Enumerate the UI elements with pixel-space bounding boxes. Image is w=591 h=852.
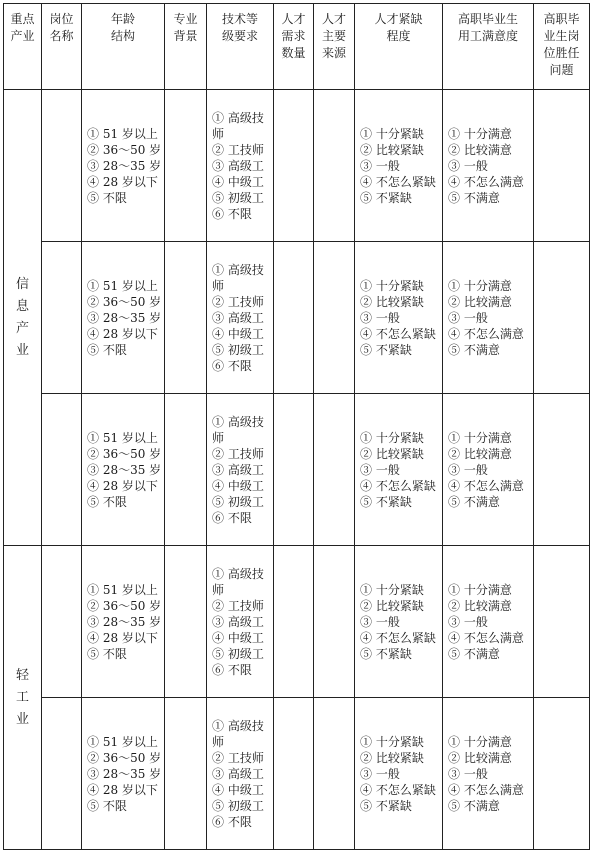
shortage-cell [355,242,443,394]
shortage-option: ① 十分紧缺 [360,126,424,141]
age-option: ② 36～50 岁 [87,446,162,461]
skill-option: ④ 中级工 [212,326,264,341]
age-option: ④ 28 岁以下 [87,326,158,341]
satisfaction-option: ② 比较满意 [448,446,512,461]
skill-cell [207,90,274,242]
competence-cell [534,698,590,850]
age-cell [82,242,165,394]
satisfaction-option: ⑤ 不满意 [448,494,500,509]
skill-cell [207,698,274,850]
skill-option: ③ 高级工 [212,766,264,781]
header-major: 专业 背景 [165,4,207,90]
satisfaction-option: ④ 不怎么满意 [448,326,524,341]
satisfaction-option: ⑤ 不满意 [448,646,500,661]
table-row [4,242,590,394]
satisfaction-option: ② 比较满意 [448,294,512,309]
skill-option: ④ 中级工 [212,782,264,797]
source-cell [314,546,355,698]
age-option: ③ 28～35 岁 [87,462,162,477]
satisfaction-option: ③ 一般 [448,158,488,173]
demand-cell [274,242,314,394]
skill-option: ⑥ 不限 [212,662,252,677]
skill-cell [207,546,274,698]
header-demand: 人才 需求 数量 [274,4,314,90]
industry-name-char: 工 [15,689,29,705]
source-cell [314,90,355,242]
table-row [4,698,590,850]
skill-option: ⑥ 不限 [212,206,252,221]
satisfaction-cell [443,546,534,698]
satisfaction-cell [443,242,534,394]
skill-cell [207,242,274,394]
age-option: ③ 28～35 岁 [87,614,162,629]
satisfaction-option: ④ 不怎么满意 [448,782,524,797]
competence-cell [534,546,590,698]
header-skill: 技术等 级要求 [207,4,274,90]
industry-name-char: 息 [15,298,29,314]
satisfaction-option: ② 比较满意 [448,598,512,613]
major-cell [165,394,207,546]
major-cell [165,242,207,394]
position-cell [42,90,82,242]
header-industry: 重点 产业 [4,4,42,90]
position-cell [42,546,82,698]
header-position: 岗位 名称 [42,4,82,90]
skill-option: ③ 高级工 [212,614,264,629]
age-option: ② 36～50 岁 [87,598,162,613]
major-cell [165,698,207,850]
satisfaction-option: ④ 不怎么满意 [448,630,524,645]
satisfaction-option: ③ 一般 [448,614,488,629]
header-age: 年龄 结构 [82,4,165,90]
position-cell [42,242,82,394]
age-option: ③ 28～35 岁 [87,310,162,325]
satisfaction-option: ① 十分满意 [448,582,512,597]
skill-option: ④ 中级工 [212,630,264,645]
survey-table [3,3,590,850]
skill-option: ⑤ 初级工 [212,646,264,661]
age-cell [82,90,165,242]
shortage-option: ① 十分紧缺 [360,734,424,749]
skill-option: 师 [212,126,225,141]
satisfaction-option: ① 十分满意 [448,126,512,141]
age-option: ⑤ 不限 [87,494,127,509]
skill-option: ① 高级技 [212,110,264,125]
skill-option: ① 高级技 [212,262,264,277]
shortage-option: ④ 不怎么紧缺 [360,478,436,493]
skill-option: ① 高级技 [212,718,264,733]
position-cell [42,394,82,546]
demand-cell [274,90,314,242]
skill-option: ③ 高级工 [212,310,264,325]
skill-option: ① 高级技 [212,566,264,581]
skill-option: ② 工技师 [212,750,264,765]
satisfaction-option: ① 十分满意 [448,430,512,445]
skill-option: 师 [212,582,225,597]
age-option: ③ 28～35 岁 [87,158,162,173]
shortage-option: ① 十分紧缺 [360,582,424,597]
age-option: ② 36～50 岁 [87,142,162,157]
satisfaction-option: ① 十分满意 [448,278,512,293]
age-option: ① 51 岁以上 [87,126,158,141]
skill-option: 师 [212,430,225,445]
skill-option: 师 [212,734,225,749]
header-competence: 高职毕 业生岗 位胜任 问题 [534,4,590,90]
age-option: ⑤ 不限 [87,798,127,813]
satisfaction-option: ⑤ 不满意 [448,342,500,357]
age-option: ① 51 岁以上 [87,430,158,445]
major-cell [165,90,207,242]
age-option: ⑤ 不限 [87,190,127,205]
shortage-option: ⑤ 不紧缺 [360,190,412,205]
age-option: ④ 28 岁以下 [87,630,158,645]
header-shortage: 人才紧缺 程度 [355,4,443,90]
skill-option: ② 工技师 [212,446,264,461]
age-option: ① 51 岁以上 [87,582,158,597]
table-row [4,546,590,698]
satisfaction-cell [443,698,534,850]
demand-cell [274,546,314,698]
skill-option: ④ 中级工 [212,174,264,189]
industry-cell [4,546,42,850]
table-row [4,90,590,242]
age-option: ② 36～50 岁 [87,750,162,765]
shortage-cell [355,546,443,698]
satisfaction-option: ⑤ 不满意 [448,190,500,205]
skill-option: 师 [212,278,225,293]
satisfaction-option: ② 比较满意 [448,750,512,765]
shortage-option: ③ 一般 [360,614,400,629]
shortage-cell [355,90,443,242]
shortage-option: ⑤ 不紧缺 [360,342,412,357]
source-cell [314,242,355,394]
demand-cell [274,698,314,850]
skill-option: ⑤ 初级工 [212,342,264,357]
satisfaction-option: ③ 一般 [448,310,488,325]
industry-cell [4,90,42,546]
shortage-option: ② 比较紧缺 [360,142,424,157]
major-cell [165,546,207,698]
competence-cell [534,90,590,242]
shortage-option: ④ 不怎么紧缺 [360,174,436,189]
shortage-option: ① 十分紧缺 [360,430,424,445]
industry-name-char: 业 [15,711,29,727]
shortage-option: ④ 不怎么紧缺 [360,326,436,341]
position-cell [42,698,82,850]
skill-option: ④ 中级工 [212,478,264,493]
shortage-cell [355,698,443,850]
skill-option: ② 工技师 [212,142,264,157]
satisfaction-cell [443,90,534,242]
skill-cell [207,394,274,546]
skill-option: ⑥ 不限 [212,358,252,373]
header-source: 人才 主要 来源 [314,4,355,90]
satisfaction-option: ② 比较满意 [448,142,512,157]
source-cell [314,698,355,850]
shortage-cell [355,394,443,546]
age-option: ④ 28 岁以下 [87,478,158,493]
header-row [4,4,590,90]
source-cell [314,394,355,546]
shortage-option: ② 比较紧缺 [360,446,424,461]
skill-option: ③ 高级工 [212,462,264,477]
shortage-option: ④ 不怎么紧缺 [360,630,436,645]
satisfaction-option: ① 十分满意 [448,734,512,749]
satisfaction-option: ③ 一般 [448,462,488,477]
shortage-option: ④ 不怎么紧缺 [360,782,436,797]
age-option: ③ 28～35 岁 [87,766,162,781]
skill-option: ② 工技师 [212,294,264,309]
satisfaction-option: ③ 一般 [448,766,488,781]
age-option: ④ 28 岁以下 [87,782,158,797]
skill-option: ⑥ 不限 [212,510,252,525]
age-cell [82,394,165,546]
skill-option: ⑤ 初级工 [212,798,264,813]
shortage-option: ③ 一般 [360,462,400,477]
competence-cell [534,242,590,394]
table-row [4,394,590,546]
competence-cell [534,394,590,546]
age-option: ⑤ 不限 [87,342,127,357]
shortage-option: ③ 一般 [360,766,400,781]
skill-option: ③ 高级工 [212,158,264,173]
satisfaction-option: ④ 不怎么满意 [448,478,524,493]
skill-option: ② 工技师 [212,598,264,613]
age-option: ⑤ 不限 [87,646,127,661]
industry-name-char: 业 [15,342,29,358]
shortage-option: ② 比较紧缺 [360,598,424,613]
shortage-option: ⑤ 不紧缺 [360,494,412,509]
satisfaction-option: ④ 不怎么满意 [448,174,524,189]
industry-name-char: 产 [15,320,29,336]
skill-option: ⑥ 不限 [212,814,252,829]
skill-option: ⑤ 初级工 [212,494,264,509]
shortage-option: ③ 一般 [360,310,400,325]
age-option: ② 36～50 岁 [87,294,162,309]
industry-name-char: 轻 [15,667,29,683]
skill-option: ① 高级技 [212,414,264,429]
shortage-option: ⑤ 不紧缺 [360,798,412,813]
age-option: ① 51 岁以上 [87,278,158,293]
satisfaction-option: ⑤ 不满意 [448,798,500,813]
age-option: ① 51 岁以上 [87,734,158,749]
demand-cell [274,394,314,546]
industry-name-char: 信 [15,276,29,292]
age-cell [82,546,165,698]
satisfaction-cell [443,394,534,546]
age-cell [82,698,165,850]
header-satisfaction: 高职毕业生 用工满意度 [443,4,534,90]
age-option: ④ 28 岁以下 [87,174,158,189]
skill-option: ⑤ 初级工 [212,190,264,205]
shortage-option: ② 比较紧缺 [360,294,424,309]
shortage-option: ② 比较紧缺 [360,750,424,765]
shortage-option: ③ 一般 [360,158,400,173]
shortage-option: ① 十分紧缺 [360,278,424,293]
shortage-option: ⑤ 不紧缺 [360,646,412,661]
